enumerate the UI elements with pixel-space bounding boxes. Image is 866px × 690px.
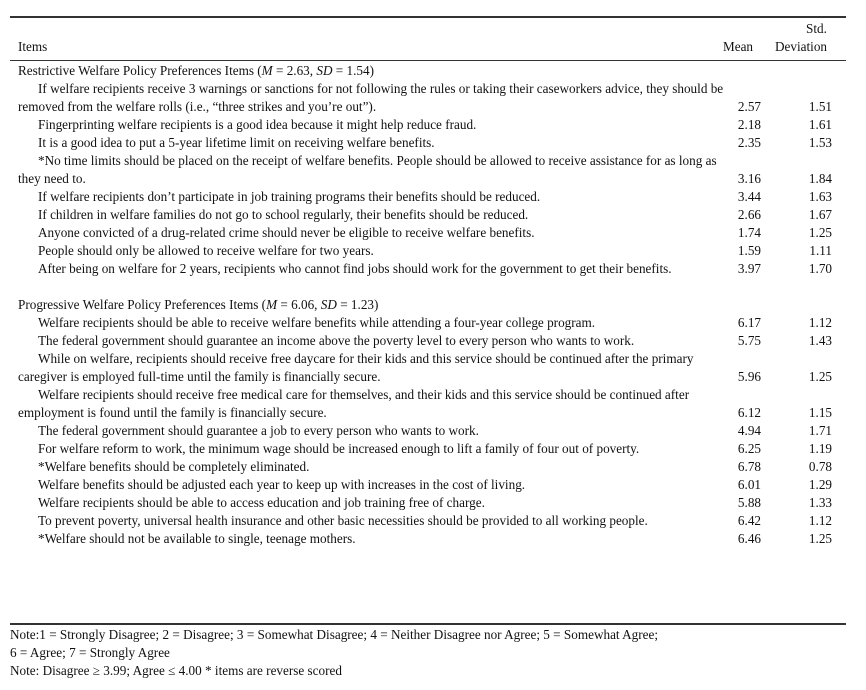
item-text: Welfare recipients should be able to receive welfare benefits while attending a four-year college program. <box>38 315 596 330</box>
sd-value: 1.61 <box>808 117 832 132</box>
sd-value: 1.51 <box>808 99 832 114</box>
mean-value: 6.78 <box>737 459 761 474</box>
table-row <box>18 512 848 530</box>
item-text: Fingerprinting welfare recipients is a good idea because it might help reduce fraud. <box>38 117 477 132</box>
mean-value: 1.59 <box>737 243 761 258</box>
note-cutoffs: Note: Disagree ≥ 3.99; Agree ≤ 4.00 * items are reverse scored <box>10 663 342 678</box>
sd-value: 0.78 <box>808 459 832 474</box>
header-rule <box>10 60 846 61</box>
sd-value: 1.11 <box>809 243 832 258</box>
sd-value: 1.15 <box>808 405 832 420</box>
item-text: If welfare recipients receive 3 warnings or sanctions for not following the rules or taking their caseworkers advice, they should be removed from the welfare rolls (i.e., “three strikes and you’re out”). <box>18 81 724 114</box>
sd-value: 1.70 <box>808 261 832 276</box>
sd-value: 1.25 <box>808 531 832 546</box>
mean-value: 5.75 <box>737 333 761 348</box>
item-text: *No time limits should be placed on the receipt of welfare benefits. People should be allowed to receive assistance for as long as they need to. <box>18 153 717 186</box>
item-text: Welfare recipients should receive free medical care for themselves, and their kids and this service should be continued after employment is found until the family is financially secure. <box>18 387 690 420</box>
table-row <box>18 206 848 224</box>
sd-value: 1.63 <box>808 189 832 204</box>
mean-value: 2.57 <box>737 99 761 114</box>
table-row <box>18 242 848 260</box>
table-row <box>18 80 848 116</box>
table-row <box>18 260 848 278</box>
mean-value: 3.97 <box>737 261 761 276</box>
table-notes <box>10 626 850 680</box>
mean-value: 2.66 <box>737 207 761 222</box>
sd-value: 1.25 <box>808 225 832 240</box>
item-text: It is a good idea to put a 5-year lifetime limit on receiving welfare benefits. <box>38 135 435 150</box>
mean-value: 6.46 <box>737 531 761 546</box>
item-text: Welfare benefits should be adjusted each year to keep up with increases in the cost of living. <box>38 477 526 492</box>
table-row <box>18 440 848 458</box>
section-heading-row <box>18 62 848 80</box>
item-text: If welfare recipients don’t participate in job training programs their benefits should be reduced. <box>38 189 541 204</box>
sd-value: 1.71 <box>808 423 832 438</box>
table-row <box>18 314 848 332</box>
table-row <box>18 224 848 242</box>
mean-value: 2.18 <box>737 117 761 132</box>
section-gap <box>18 278 848 296</box>
table-row <box>18 152 848 188</box>
item-text: Welfare recipients should be able to access education and job training free of charge. <box>38 495 485 510</box>
mean-value: 6.17 <box>737 315 761 330</box>
mean-value: 5.96 <box>737 369 761 384</box>
item-text: *Welfare benefits should be completely eliminated. <box>38 459 310 474</box>
mean-value: 1.74 <box>737 225 761 240</box>
item-text: To prevent poverty, universal health insurance and other basic necessities should be provided to all working people. <box>38 513 648 528</box>
table-row <box>18 458 848 476</box>
mean-value: 3.16 <box>737 171 761 186</box>
table-bottom-rule <box>10 623 846 625</box>
table-row <box>18 134 848 152</box>
mean-value: 6.25 <box>737 441 761 456</box>
section-heading: Restrictive Welfare Policy Preferences Items (M = 2.63, SD = 1.54) <box>18 63 375 78</box>
table-row <box>18 530 848 548</box>
mean-value: 6.01 <box>737 477 761 492</box>
section-heading: Progressive Welfare Policy Preferences Items (M = 6.06, SD = 1.23) <box>18 297 379 312</box>
sd-value: 1.25 <box>808 369 832 384</box>
sd-value: 1.33 <box>808 495 832 510</box>
items-column-header: Items <box>18 39 48 54</box>
item-text: *Welfare should not be available to single, teenage mothers. <box>38 531 356 546</box>
sd-value: 1.29 <box>808 477 832 492</box>
table-row <box>18 386 848 422</box>
table-row <box>18 422 848 440</box>
mean-column-header: Mean <box>723 39 754 54</box>
note-scale-line1: Note:1 = Strongly Disagree; 2 = Disagree; 3 = Somewhat Disagree; 4 = Neither Disagree nor Agree; 5 = Somewhat Agree; <box>10 627 659 642</box>
sd-value: 1.84 <box>808 171 832 186</box>
table-row <box>18 188 848 206</box>
table-row <box>18 476 848 494</box>
table-row <box>18 494 848 512</box>
item-text: The federal government should guarantee an income above the poverty level to every person who wants to work. <box>38 333 635 348</box>
mean-value: 6.42 <box>737 513 761 528</box>
table-row <box>18 116 848 134</box>
sd-value: 1.19 <box>808 441 832 456</box>
sd-value: 1.12 <box>808 315 832 330</box>
item-text: While on welfare, recipients should receive free daycare for their kids and this service should be continued after the primary caregiver is employed full-time until the family is financially secure. <box>18 351 694 384</box>
table-row <box>18 350 848 386</box>
mean-value: 2.35 <box>737 135 761 150</box>
mean-value: 5.88 <box>737 495 761 510</box>
section-heading-row <box>18 296 848 314</box>
note-scale-line2: 6 = Agree; 7 = Strongly Agree <box>10 645 170 660</box>
table-body <box>18 62 848 548</box>
sd-column-header-line2: Deviation <box>775 39 828 54</box>
mean-value: 6.12 <box>737 405 761 420</box>
item-text: If children in welfare families do not go to school regularly, their benefits should be reduced. <box>38 207 529 222</box>
sd-value: 1.53 <box>808 135 832 150</box>
item-text: People should only be allowed to receive welfare for two years. <box>38 243 374 258</box>
item-text: After being on welfare for 2 years, recipients who cannot find jobs should work for the government to get their benefits. <box>38 261 672 276</box>
item-text: Anyone convicted of a drug-related crime should never be eligible to receive welfare benefits. <box>38 225 535 240</box>
mean-value: 4.94 <box>737 423 761 438</box>
sd-value: 1.67 <box>808 207 832 222</box>
mean-value: 3.44 <box>737 189 761 204</box>
item-text: For welfare reform to work, the minimum wage should be increased enough to lift a family of four out of poverty. <box>38 441 640 456</box>
table-row <box>18 332 848 350</box>
table-top-rule <box>10 16 846 18</box>
sd-value: 1.12 <box>808 513 832 528</box>
item-text: The federal government should guarantee a job to every person who wants to work. <box>38 423 479 438</box>
sd-column-header-line1: Std. <box>806 21 827 36</box>
sd-value: 1.43 <box>808 333 832 348</box>
